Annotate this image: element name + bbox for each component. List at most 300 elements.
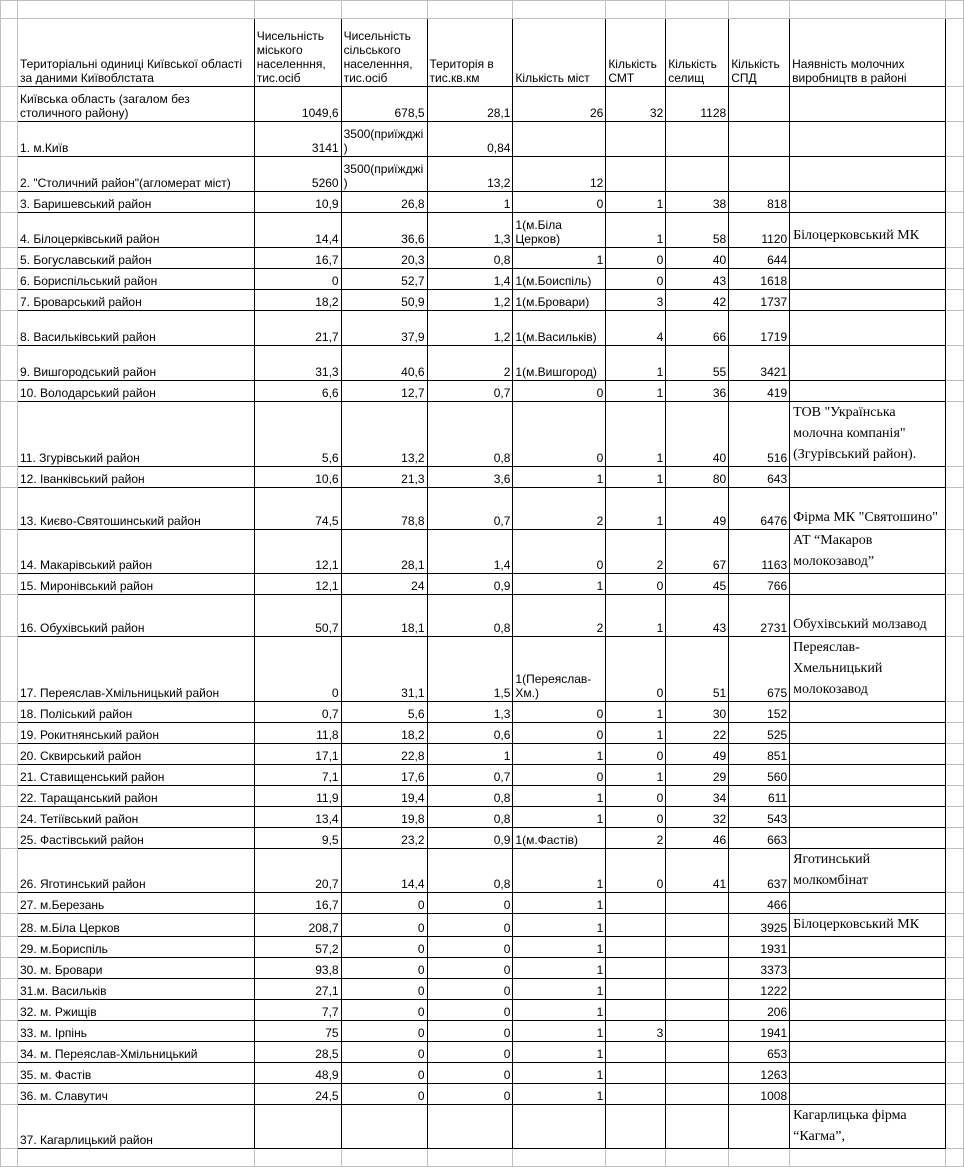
row-label-cell[interactable]: 36. м. Славутич [17, 1084, 254, 1105]
data-cell[interactable]: 43 [666, 595, 729, 637]
data-cell[interactable] [606, 1063, 666, 1084]
data-cell[interactable]: 9,5 [254, 828, 341, 849]
data-cell[interactable]: 0 [513, 530, 606, 574]
data-cell[interactable] [606, 893, 666, 914]
data-cell[interactable]: 0,8 [427, 849, 513, 893]
data-cell[interactable] [666, 1063, 729, 1084]
empty-cell[interactable] [945, 488, 963, 530]
data-cell[interactable]: 14,4 [341, 849, 427, 893]
data-cell[interactable]: 1 [606, 467, 666, 488]
data-cell[interactable]: 1008 [729, 1084, 790, 1105]
data-cell[interactable]: 1,4 [427, 530, 513, 574]
row-label-cell[interactable]: 19. Рокитнянський район [17, 723, 254, 744]
data-cell[interactable]: 12 [513, 157, 606, 192]
data-cell[interactable]: 1 [606, 192, 666, 213]
data-cell[interactable]: 13,2 [341, 402, 427, 467]
data-cell[interactable]: 0 [341, 958, 427, 979]
dairy-producer-cell[interactable] [790, 1063, 946, 1084]
empty-cell[interactable] [1, 637, 18, 702]
empty-cell[interactable] [945, 958, 963, 979]
data-cell[interactable] [606, 937, 666, 958]
empty-cell[interactable] [1, 893, 18, 914]
data-cell[interactable]: 1163 [729, 530, 790, 574]
data-cell[interactable]: 24,5 [254, 1084, 341, 1105]
dairy-producer-cell[interactable] [790, 311, 946, 346]
data-cell[interactable]: 32 [606, 87, 666, 122]
data-cell[interactable]: 0 [341, 893, 427, 914]
data-cell[interactable]: 206 [729, 1000, 790, 1021]
data-cell[interactable]: 2 [513, 595, 606, 637]
data-cell[interactable]: 17,6 [341, 765, 427, 786]
data-cell[interactable]: 3 [606, 1021, 666, 1042]
data-cell[interactable]: 6,6 [254, 381, 341, 402]
empty-cell[interactable] [606, 1, 666, 19]
data-cell[interactable]: 637 [729, 849, 790, 893]
data-cell[interactable]: 663 [729, 828, 790, 849]
data-cell[interactable] [729, 1105, 790, 1149]
data-cell[interactable]: 0 [606, 744, 666, 765]
data-cell[interactable] [666, 1084, 729, 1105]
data-cell[interactable]: 851 [729, 744, 790, 765]
dairy-producer-cell[interactable]: Яготинський молкомбінат [790, 849, 946, 893]
data-cell[interactable]: 2 [513, 488, 606, 530]
data-cell[interactable]: 1 [606, 346, 666, 381]
data-cell[interactable]: 49 [666, 488, 729, 530]
row-label-cell[interactable]: 10. Володарський район [17, 381, 254, 402]
data-cell[interactable]: 16,7 [254, 893, 341, 914]
data-cell[interactable]: 1618 [729, 269, 790, 290]
dairy-producer-cell[interactable] [790, 157, 946, 192]
empty-cell[interactable] [1, 269, 18, 290]
data-cell[interactable]: 0 [427, 1063, 513, 1084]
row-label-cell[interactable]: 13. Києво-Святошинський район [17, 488, 254, 530]
data-cell[interactable]: 41 [666, 849, 729, 893]
data-cell[interactable]: 152 [729, 702, 790, 723]
empty-cell[interactable] [1, 958, 18, 979]
empty-cell[interactable] [945, 248, 963, 269]
data-cell[interactable]: 0 [427, 958, 513, 979]
data-cell[interactable]: 1737 [729, 290, 790, 311]
data-cell[interactable]: 23,2 [341, 828, 427, 849]
data-cell[interactable]: 0 [513, 723, 606, 744]
empty-cell[interactable] [1, 1, 18, 19]
data-cell[interactable]: 0 [606, 637, 666, 702]
data-cell[interactable]: 419 [729, 381, 790, 402]
data-cell[interactable] [729, 122, 790, 157]
empty-cell[interactable] [1, 807, 18, 828]
empty-cell[interactable] [945, 1021, 963, 1042]
data-cell[interactable]: 1 [606, 702, 666, 723]
data-cell[interactable]: 1 [606, 381, 666, 402]
data-cell[interactable]: 1 [427, 192, 513, 213]
empty-cell[interactable] [945, 290, 963, 311]
data-cell[interactable]: 0 [427, 1021, 513, 1042]
dairy-producer-cell[interactable] [790, 1042, 946, 1063]
data-cell[interactable] [666, 122, 729, 157]
data-cell[interactable]: 1(м.Васильків) [513, 311, 606, 346]
empty-cell[interactable] [1, 290, 18, 311]
empty-cell[interactable] [945, 346, 963, 381]
empty-cell[interactable] [945, 595, 963, 637]
empty-cell[interactable] [1, 914, 18, 937]
data-cell[interactable]: 3500(приїжджі) [341, 157, 427, 192]
data-cell[interactable]: 10,6 [254, 467, 341, 488]
data-cell[interactable]: 208,7 [254, 914, 341, 937]
data-cell[interactable]: 29 [666, 765, 729, 786]
data-cell[interactable] [666, 1105, 729, 1149]
data-cell[interactable]: 0 [341, 1000, 427, 1021]
data-cell[interactable]: 1(м.Боиспіль) [513, 269, 606, 290]
data-cell[interactable]: 36,6 [341, 213, 427, 248]
data-cell[interactable]: 1(Переяслав-Хм.) [513, 637, 606, 702]
empty-cell[interactable] [1, 828, 18, 849]
data-cell[interactable]: 644 [729, 248, 790, 269]
empty-cell[interactable] [1, 192, 18, 213]
data-cell[interactable]: 0 [341, 979, 427, 1000]
data-cell[interactable] [606, 1042, 666, 1063]
dairy-producer-cell[interactable] [790, 744, 946, 765]
empty-cell[interactable] [1, 937, 18, 958]
data-cell[interactable]: 1,2 [427, 311, 513, 346]
column-header[interactable]: Кількість СМТ [606, 19, 666, 87]
empty-cell[interactable] [1, 87, 18, 122]
row-label-cell[interactable]: 18. Поліський район [17, 702, 254, 723]
empty-cell[interactable] [945, 381, 963, 402]
data-cell[interactable]: 31,3 [254, 346, 341, 381]
data-cell[interactable]: 0,9 [427, 574, 513, 595]
empty-cell[interactable] [945, 893, 963, 914]
data-cell[interactable]: 13,4 [254, 807, 341, 828]
data-cell[interactable]: 3421 [729, 346, 790, 381]
data-cell[interactable]: 0,8 [427, 595, 513, 637]
empty-cell[interactable] [1, 157, 18, 192]
data-cell[interactable]: 6476 [729, 488, 790, 530]
empty-cell[interactable] [606, 1149, 666, 1167]
empty-cell[interactable] [790, 1, 946, 19]
dairy-producer-cell[interactable]: Кагарлицька фірма “Кагма”, [790, 1105, 946, 1149]
data-cell[interactable]: 5260 [254, 157, 341, 192]
dairy-producer-cell[interactable] [790, 381, 946, 402]
data-cell[interactable]: 1 [427, 744, 513, 765]
data-cell[interactable]: 0 [513, 402, 606, 467]
data-cell[interactable]: 1 [606, 765, 666, 786]
data-cell[interactable] [606, 958, 666, 979]
empty-cell[interactable] [1, 1105, 18, 1149]
empty-cell[interactable] [17, 1, 254, 19]
data-cell[interactable]: 766 [729, 574, 790, 595]
data-cell[interactable]: 1,3 [427, 702, 513, 723]
data-cell[interactable]: 78,8 [341, 488, 427, 530]
data-cell[interactable]: 1 [513, 744, 606, 765]
empty-cell[interactable] [1, 574, 18, 595]
data-cell[interactable]: 3925 [729, 914, 790, 937]
data-cell[interactable]: 18,2 [254, 290, 341, 311]
empty-cell[interactable] [945, 574, 963, 595]
data-cell[interactable] [666, 937, 729, 958]
empty-cell[interactable] [945, 402, 963, 467]
data-cell[interactable]: 466 [729, 893, 790, 914]
empty-cell[interactable] [254, 1, 341, 19]
data-cell[interactable]: 1,4 [427, 269, 513, 290]
empty-cell[interactable] [945, 530, 963, 574]
empty-cell[interactable] [254, 1149, 341, 1167]
data-cell[interactable]: 57,2 [254, 937, 341, 958]
row-label-cell[interactable]: Київська область (загалом без столичного району) [17, 87, 254, 122]
data-cell[interactable]: 11,8 [254, 723, 341, 744]
row-label-cell[interactable]: 5. Богуславський район [17, 248, 254, 269]
data-cell[interactable]: 1049,6 [254, 87, 341, 122]
data-cell[interactable] [666, 914, 729, 937]
empty-cell[interactable] [341, 1149, 427, 1167]
data-cell[interactable] [666, 1042, 729, 1063]
data-cell[interactable] [606, 157, 666, 192]
data-cell[interactable]: 1 [513, 574, 606, 595]
empty-cell[interactable] [945, 269, 963, 290]
row-label-cell[interactable]: 35. м. Фастів [17, 1063, 254, 1084]
data-cell[interactable]: 67 [666, 530, 729, 574]
empty-cell[interactable] [945, 1063, 963, 1084]
empty-cell[interactable] [945, 849, 963, 893]
empty-cell[interactable] [945, 937, 963, 958]
dairy-producer-cell[interactable] [790, 765, 946, 786]
data-cell[interactable]: 31,1 [341, 637, 427, 702]
data-cell[interactable]: 675 [729, 637, 790, 702]
data-cell[interactable]: 0 [341, 1021, 427, 1042]
data-cell[interactable] [729, 87, 790, 122]
empty-cell[interactable] [1, 702, 18, 723]
empty-cell[interactable] [945, 1042, 963, 1063]
data-cell[interactable]: 1 [513, 1063, 606, 1084]
row-label-cell[interactable]: 6. Бориспільський район [17, 269, 254, 290]
empty-cell[interactable] [945, 914, 963, 937]
data-cell[interactable]: 0 [606, 807, 666, 828]
data-cell[interactable]: 1 [513, 786, 606, 807]
data-cell[interactable]: 0 [513, 381, 606, 402]
empty-cell[interactable] [945, 723, 963, 744]
data-cell[interactable]: 7,7 [254, 1000, 341, 1021]
data-cell[interactable]: 5,6 [254, 402, 341, 467]
data-cell[interactable]: 1(м.Біла Церков) [513, 213, 606, 248]
empty-cell[interactable] [945, 765, 963, 786]
column-header[interactable]: Територія в тис.кв.км [427, 19, 513, 87]
row-label-cell[interactable]: 37. Кагарлицький район [17, 1105, 254, 1149]
empty-cell[interactable] [945, 467, 963, 488]
dairy-producer-cell[interactable]: ТОВ "Українська молочна компанія" (Згурівський район). [790, 402, 946, 467]
data-cell[interactable]: 543 [729, 807, 790, 828]
row-label-cell[interactable]: 30. м. Бровари [17, 958, 254, 979]
empty-cell[interactable] [945, 744, 963, 765]
data-cell[interactable]: 1 [513, 1021, 606, 1042]
row-label-cell[interactable]: 20. Сквирський район [17, 744, 254, 765]
empty-cell[interactable] [1, 346, 18, 381]
data-cell[interactable]: 1 [513, 958, 606, 979]
data-cell[interactable]: 5,6 [341, 702, 427, 723]
dairy-producer-cell[interactable] [790, 893, 946, 914]
empty-cell[interactable] [945, 1084, 963, 1105]
data-cell[interactable]: 51 [666, 637, 729, 702]
row-label-cell[interactable]: 26. Яготинський район [17, 849, 254, 893]
data-cell[interactable]: 11,9 [254, 786, 341, 807]
data-cell[interactable]: 26 [513, 87, 606, 122]
data-cell[interactable]: 560 [729, 765, 790, 786]
empty-cell[interactable] [945, 807, 963, 828]
data-cell[interactable]: 3373 [729, 958, 790, 979]
dairy-producer-cell[interactable] [790, 87, 946, 122]
dairy-producer-cell[interactable]: Білоцерковський МК [790, 213, 946, 248]
data-cell[interactable]: 40,6 [341, 346, 427, 381]
data-cell[interactable] [606, 979, 666, 1000]
data-cell[interactable]: 21,7 [254, 311, 341, 346]
data-cell[interactable]: 28,1 [427, 87, 513, 122]
data-cell[interactable]: 1 [513, 893, 606, 914]
data-cell[interactable]: 22,8 [341, 744, 427, 765]
data-cell[interactable] [606, 122, 666, 157]
data-cell[interactable]: 13,2 [427, 157, 513, 192]
data-cell[interactable]: 643 [729, 467, 790, 488]
data-cell[interactable]: 0 [513, 702, 606, 723]
data-cell[interactable]: 66 [666, 311, 729, 346]
data-cell[interactable] [666, 979, 729, 1000]
row-label-cell[interactable]: 15. Миронівський район [17, 574, 254, 595]
dairy-producer-cell[interactable] [790, 248, 946, 269]
data-cell[interactable]: 42 [666, 290, 729, 311]
data-cell[interactable]: 20,7 [254, 849, 341, 893]
data-cell[interactable]: 818 [729, 192, 790, 213]
data-cell[interactable]: 2 [606, 828, 666, 849]
empty-cell[interactable] [945, 828, 963, 849]
data-cell[interactable]: 0 [341, 937, 427, 958]
data-cell[interactable]: 24 [341, 574, 427, 595]
data-cell[interactable]: 43 [666, 269, 729, 290]
empty-cell[interactable] [1, 849, 18, 893]
data-cell[interactable] [666, 157, 729, 192]
data-cell[interactable]: 27,1 [254, 979, 341, 1000]
data-cell[interactable]: 0 [606, 269, 666, 290]
column-header[interactable]: Кількість селищ [666, 19, 729, 87]
dairy-producer-cell[interactable]: Фірма МК "Святошино" [790, 488, 946, 530]
data-cell[interactable] [341, 1105, 427, 1149]
data-cell[interactable]: 0,8 [427, 248, 513, 269]
empty-cell[interactable] [945, 1000, 963, 1021]
empty-cell[interactable] [1, 1084, 18, 1105]
data-cell[interactable]: 20,3 [341, 248, 427, 269]
dairy-producer-cell[interactable]: Переяслав-Хмельницький молокозавод [790, 637, 946, 702]
dairy-producer-cell[interactable] [790, 574, 946, 595]
data-cell[interactable]: 22 [666, 723, 729, 744]
dairy-producer-cell[interactable]: АТ “Макаров молокозавод” [790, 530, 946, 574]
empty-cell[interactable] [945, 786, 963, 807]
data-cell[interactable]: 12,1 [254, 574, 341, 595]
data-cell[interactable]: 1120 [729, 213, 790, 248]
data-cell[interactable]: 40 [666, 248, 729, 269]
empty-cell[interactable] [945, 702, 963, 723]
empty-cell[interactable] [945, 1, 963, 19]
empty-cell[interactable] [1, 311, 18, 346]
data-cell[interactable]: 2 [606, 530, 666, 574]
dairy-producer-cell[interactable] [790, 1000, 946, 1021]
data-cell[interactable]: 1 [606, 595, 666, 637]
empty-cell[interactable] [1, 213, 18, 248]
data-cell[interactable]: 40 [666, 402, 729, 467]
data-cell[interactable]: 0 [341, 914, 427, 937]
dairy-producer-cell[interactable] [790, 786, 946, 807]
data-cell[interactable]: 1 [606, 723, 666, 744]
data-cell[interactable]: 0,8 [427, 786, 513, 807]
row-label-cell[interactable]: 3. Баришевський район [17, 192, 254, 213]
data-cell[interactable]: 0 [341, 1042, 427, 1063]
data-cell[interactable]: 0,6 [427, 723, 513, 744]
dairy-producer-cell[interactable] [790, 467, 946, 488]
dairy-producer-cell[interactable] [790, 937, 946, 958]
data-cell[interactable]: 18,2 [341, 723, 427, 744]
dairy-producer-cell[interactable] [790, 122, 946, 157]
data-cell[interactable]: 516 [729, 402, 790, 467]
data-cell[interactable]: 2 [427, 346, 513, 381]
data-cell[interactable]: 1 [606, 488, 666, 530]
data-cell[interactable]: 1 [606, 402, 666, 467]
empty-cell[interactable] [945, 213, 963, 248]
data-cell[interactable]: 0 [427, 1000, 513, 1021]
row-label-cell[interactable]: 4. Білоцерківський район [17, 213, 254, 248]
data-cell[interactable]: 0 [341, 1063, 427, 1084]
data-cell[interactable]: 17,1 [254, 744, 341, 765]
row-label-cell[interactable]: 29. м.Бориспіль [17, 937, 254, 958]
data-cell[interactable]: 1 [513, 979, 606, 1000]
data-cell[interactable]: 0,7 [427, 765, 513, 786]
data-cell[interactable]: 21,3 [341, 467, 427, 488]
row-label-cell[interactable]: 1. м.Київ [17, 122, 254, 157]
data-cell[interactable]: 0,8 [427, 807, 513, 828]
empty-cell[interactable] [1, 467, 18, 488]
data-cell[interactable]: 1,3 [427, 213, 513, 248]
data-cell[interactable]: 0 [427, 979, 513, 1000]
empty-cell[interactable] [341, 1, 427, 19]
data-cell[interactable]: 1(м.Фастів) [513, 828, 606, 849]
empty-cell[interactable] [17, 1149, 254, 1167]
data-cell[interactable]: 678,5 [341, 87, 427, 122]
data-cell[interactable]: 36 [666, 381, 729, 402]
data-cell[interactable]: 1 [513, 937, 606, 958]
empty-cell[interactable] [1, 1000, 18, 1021]
dairy-producer-cell[interactable] [790, 979, 946, 1000]
data-cell[interactable] [666, 1021, 729, 1042]
dairy-producer-cell[interactable] [790, 1084, 946, 1105]
empty-cell[interactable] [945, 87, 963, 122]
row-label-cell[interactable]: 9. Вишгородський район [17, 346, 254, 381]
empty-cell[interactable] [1, 530, 18, 574]
row-label-cell[interactable]: 27. м.Березань [17, 893, 254, 914]
data-cell[interactable]: 7,1 [254, 765, 341, 786]
data-cell[interactable]: 19,8 [341, 807, 427, 828]
data-cell[interactable]: 10,9 [254, 192, 341, 213]
dairy-producer-cell[interactable] [790, 702, 946, 723]
data-cell[interactable]: 16,7 [254, 248, 341, 269]
data-cell[interactable]: 1931 [729, 937, 790, 958]
data-cell[interactable]: 74,5 [254, 488, 341, 530]
data-cell[interactable]: 1941 [729, 1021, 790, 1042]
data-cell[interactable] [606, 1084, 666, 1105]
dairy-producer-cell[interactable] [790, 828, 946, 849]
data-cell[interactable]: 0 [513, 192, 606, 213]
data-cell[interactable]: 0 [254, 637, 341, 702]
data-cell[interactable]: 46 [666, 828, 729, 849]
empty-cell[interactable] [1, 122, 18, 157]
data-cell[interactable]: 3,6 [427, 467, 513, 488]
data-cell[interactable]: 0 [341, 1084, 427, 1105]
data-cell[interactable] [513, 122, 606, 157]
data-cell[interactable]: 1 [513, 849, 606, 893]
empty-cell[interactable] [945, 19, 963, 87]
